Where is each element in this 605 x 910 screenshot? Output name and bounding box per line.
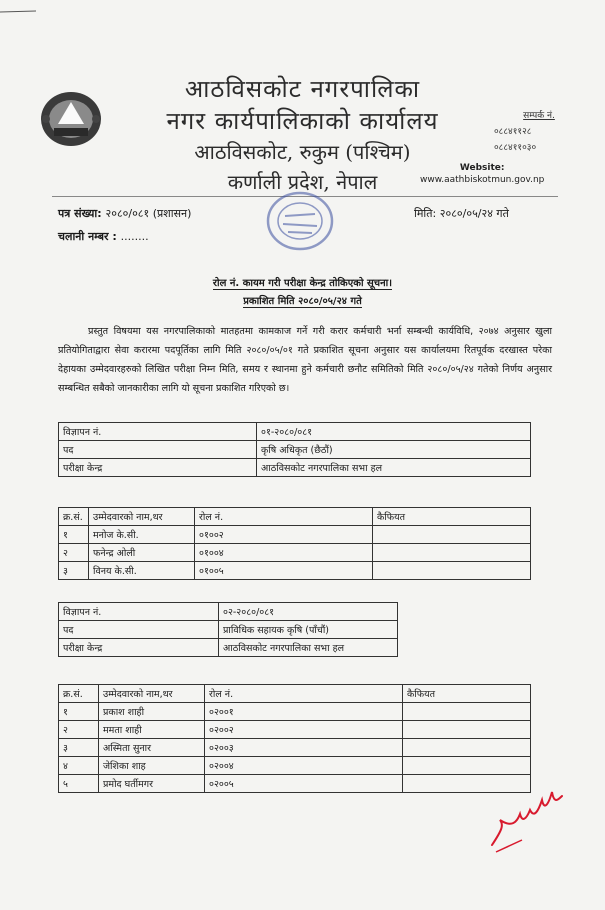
cell-sn: २ <box>59 544 89 562</box>
website-url[interactable]: www.aathbiskotmun.gov.np <box>420 175 545 185</box>
cell-roll: ०१००५ <box>195 562 373 580</box>
cell-roll: ०२००३ <box>205 739 403 757</box>
notice-published-date: प्रकाशित मिति २०८०/०५/२४ गते <box>243 296 362 307</box>
dispatch-number <box>58 229 149 244</box>
table-row <box>59 441 531 459</box>
date-value: २०८०/०५/२४ गते <box>439 207 509 220</box>
cell-name: प्रकाश शाही <box>99 703 205 721</box>
col-name: उम्मेदवारको नाम,थर <box>89 508 195 526</box>
ad-number-value: ०२-२०८०/०८१ <box>219 603 398 621</box>
cell-roll: ०१००४ <box>195 544 373 562</box>
ad-number-label: विज्ञापन नं. <box>59 423 257 441</box>
cell-sn: १ <box>59 703 99 721</box>
cell-sn: ४ <box>59 757 99 775</box>
table-row <box>59 526 531 544</box>
website-block <box>420 162 544 186</box>
office-name: नगर कार्यपालिकाको कार्यालय <box>166 107 439 135</box>
cell-roll: ०१००२ <box>195 526 373 544</box>
office-stamp-icon <box>255 186 345 256</box>
col-remarks: कैफियत <box>373 508 531 526</box>
exam-center-value: आठविसकोट नगरपालिका सभा हल <box>257 459 531 477</box>
col-roll: रोल नं. <box>205 685 403 703</box>
phone-1: ०८८४११२८ <box>494 127 532 137</box>
exam-center-label: परीक्षा केन्द्र <box>59 459 257 477</box>
table-header-row <box>59 685 531 703</box>
notice-title: रोल नं. कायम गरी परीक्षा केन्द्र तोकिएको सूचना। <box>212 278 393 289</box>
exam-center-value: आठविसकोट नगरपालिका सभा हल <box>219 639 398 657</box>
cell-name: ममता शाही <box>99 721 205 739</box>
exam-center-label: परीक्षा केन्द्र <box>59 639 219 657</box>
dispatch-label: चलानी नम्बर : <box>58 230 117 243</box>
province-name: कर्णाली प्रदेश, नेपाल <box>227 170 378 194</box>
cell-name: विनय के.सी. <box>89 562 195 580</box>
cell-sn: १ <box>59 526 89 544</box>
table-row <box>59 621 398 639</box>
cell-name: जेशिका शाह <box>99 757 205 775</box>
reference-label: पत्र संख्या: <box>58 207 102 220</box>
signature-icon <box>482 770 572 860</box>
ad1-info-table <box>58 422 531 477</box>
cell-remarks <box>403 739 531 757</box>
contact-label: सम्पर्क नं. <box>523 111 555 121</box>
cell-sn: ३ <box>59 562 89 580</box>
table-row <box>59 603 398 621</box>
website-label: Website: <box>459 163 505 173</box>
dispatch-value: ........ <box>120 230 149 243</box>
cell-sn: २ <box>59 721 99 739</box>
col-name: उम्मेदवारको नाम,थर <box>99 685 205 703</box>
cell-sn: ५ <box>59 775 99 793</box>
table-row <box>59 703 531 721</box>
col-sn: क्र.सं. <box>59 685 99 703</box>
fold-mark <box>0 10 40 14</box>
cell-remarks <box>403 703 531 721</box>
table-row <box>59 639 398 657</box>
ad-number-value: ०१-२०८०/०८१ <box>257 423 531 441</box>
post-label: पद <box>59 441 257 459</box>
col-sn: क्र.सं. <box>59 508 89 526</box>
col-remarks: कैफियत <box>403 685 531 703</box>
ad2-candidates-table <box>58 684 531 793</box>
ad1-candidates-table <box>58 507 531 580</box>
table-header-row <box>59 508 531 526</box>
date-label: मिति: <box>414 207 437 220</box>
table-row <box>59 562 531 580</box>
office-address: आठविसकोट, रुकुम (पश्चिम) <box>194 140 411 164</box>
cell-remarks <box>403 721 531 739</box>
col-roll: रोल नं. <box>195 508 373 526</box>
table-row <box>59 739 531 757</box>
table-row <box>59 757 531 775</box>
cell-remarks <box>373 562 531 580</box>
ad2-info-table <box>58 602 398 657</box>
table-row <box>59 459 531 477</box>
post-value: कृषि अधिकृत (छैठौं) <box>257 441 531 459</box>
cell-name: प्रमोद घर्तीमगर <box>99 775 205 793</box>
notice-body: प्रस्तुत विषयमा यस नगरपालिकाको मातहतमा कामकाज गर्ने गरी करार कर्मचारी भर्ना सम्बन्धी कार्यविधि, २०७४ अनुसार खुला प्रतियोगिताद्वारा सेवा करारमा पदपूर्तिका लागि मिति २०८०/०५/०१ गते प्रकाशित सूचना अनुसार यस कार्यालयमा रितपूर्वक दरखास्त परेका देहायका उम्मेदवारहरुको लिखित परीक्षा निम्न मिति, समय र स्थानमा हुने कर्मचारी छनौट समितिको मिति २०८०/०५/२४ गतेको निर्णय अनुसार सम्बन्धित सबैको जानकारीका लागि यो सूचना प्रकाशित गरिएको छ। <box>58 326 552 394</box>
table-row <box>59 544 531 562</box>
cell-roll: ०२००५ <box>205 775 403 793</box>
cell-sn: ३ <box>59 739 99 757</box>
table-row <box>59 423 531 441</box>
ad-number-label: विज्ञापन नं. <box>59 603 219 621</box>
cell-name: अस्मिता सुनार <box>99 739 205 757</box>
table-row <box>59 775 531 793</box>
cell-roll: ०२००१ <box>205 703 403 721</box>
reference-value: २०८०/०८१ (प्रशासन) <box>105 207 192 220</box>
table-row <box>59 721 531 739</box>
cell-remarks <box>373 544 531 562</box>
contact-block <box>494 108 584 156</box>
cell-roll: ०२००२ <box>205 721 403 739</box>
org-name: आठविसकोट नगरपालिका <box>184 75 421 103</box>
cell-name: फनेन्द्र ओली <box>89 544 195 562</box>
post-label: पद <box>59 621 219 639</box>
post-value: प्राविधिक सहायक कृषि (पाँचौं) <box>219 621 398 639</box>
cell-roll: ०२००४ <box>205 757 403 775</box>
reference-number <box>58 206 191 221</box>
cell-remarks <box>373 526 531 544</box>
cell-name: मनोज के.सी. <box>89 526 195 544</box>
phone-2: ०८८४११०३० <box>494 143 537 153</box>
letter-date <box>414 206 509 221</box>
